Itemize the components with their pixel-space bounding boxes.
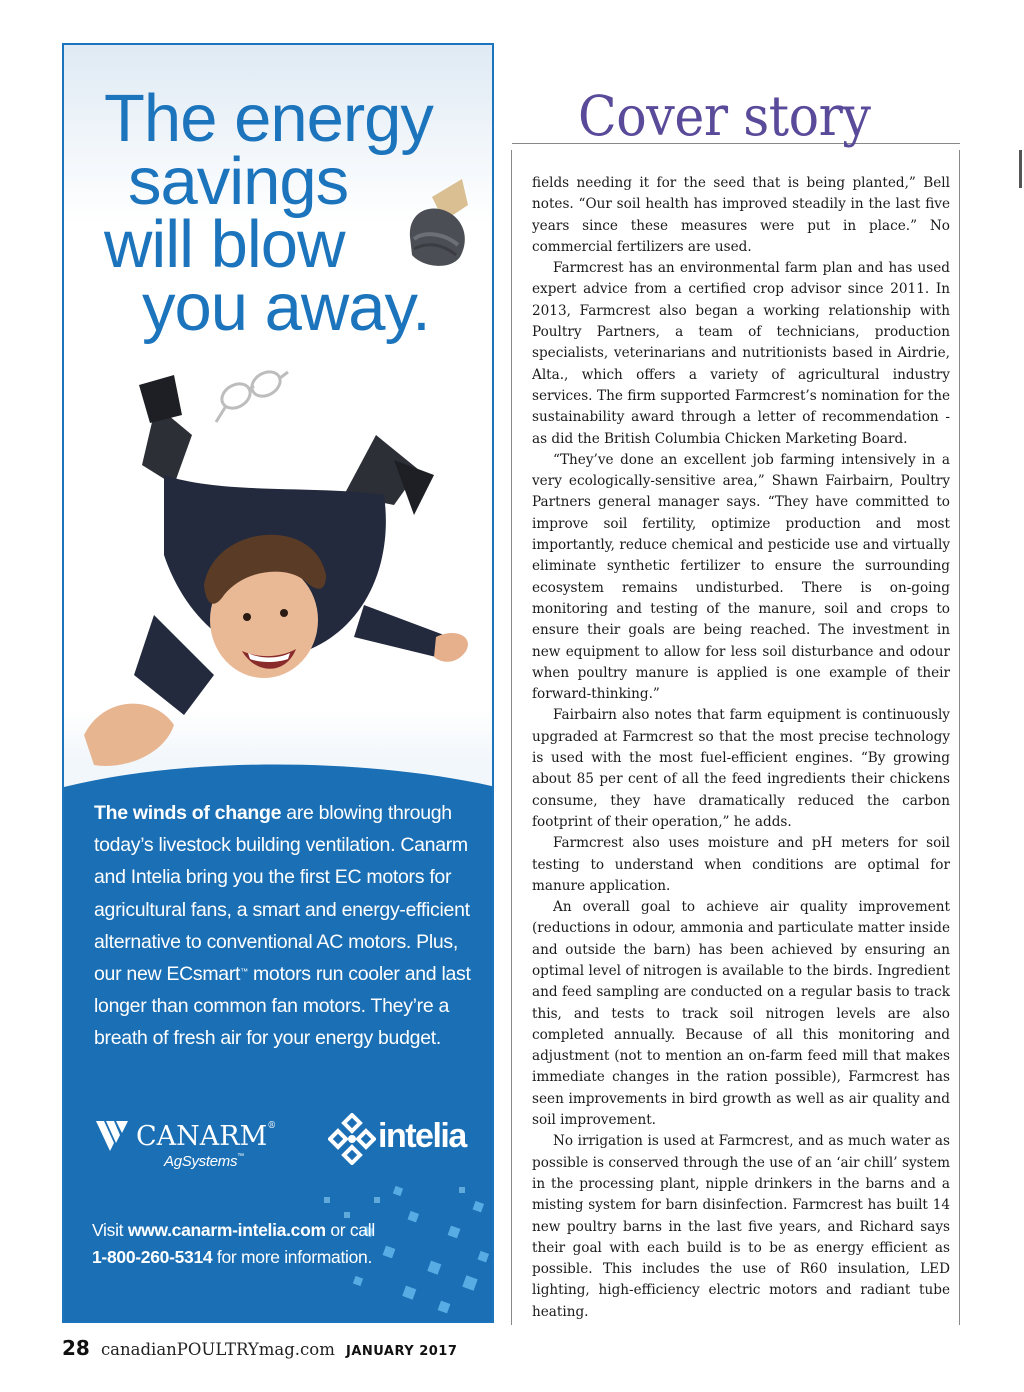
trademark-symbol: ™ [240,967,248,977]
ad-website-link[interactable]: www.canarm-intelia.com [127,1220,326,1240]
ad-phone-number[interactable]: 1-800-260-5314 [92,1247,213,1267]
section-title: Cover story [578,84,871,148]
magazine-url [101,1340,335,1359]
canarm-name-text: CANARM [136,1121,268,1152]
ad-body-text-end: motors run cooler and last longer than common fan motors. They’re a breath of fresh air for your energy budget. [94,963,471,1050]
story-paragraph: fields needing it for the seed that is being planted,” Bell notes. “Our soil health has improved steadily in the last five years since these measures were put in place.” No commercial fertilizers are used. [532,175,950,255]
canarm-logo [94,1117,294,1187]
intelia-logo-icon [328,1113,376,1165]
magazine-url-suffix: mag.com [258,1340,335,1359]
ad-body-lead: The winds of change [94,802,282,824]
magazine-url-prefix: canadian [100,1340,177,1359]
page-edge-mark [1019,150,1022,188]
intelia-logo [328,1113,478,1173]
page-footer [62,1336,457,1366]
registered-symbol: ® [267,1121,277,1131]
ad-headline-line: you away. [142,270,430,345]
issue-date: JANUARY 2017 [345,1344,458,1359]
contact-visit-text: Visit [92,1220,128,1240]
contact-or-text: or call [325,1220,375,1240]
ad-headline-line: The energy [104,81,433,156]
intelia-logo-name: intelia [378,1117,466,1155]
story-paragraph: Farmcrest has an environmental farm plan and has used expert advice from a certified crop advisor since 2011. In 2013, Farmcrest also began a working relationship with Poultry Partners, a team of technicians, production specialists, veterinarians and nutritionists based in Airdrie, Alta., which offers a variety of agricultural industry services. The firm supported Farmcrest’s nomination for the sustainability award through a letter of recommendation - as did the British Columbia Chicken Marketing Board. [532,260,950,447]
page-number: 28 [62,1336,90,1360]
ad-contact [92,1217,472,1271]
flying-person-illustration [64,375,494,779]
story-paragraph: Farmcrest also uses moisture and pH meters for soil testing to understand when conditions are optimal for manure application. [532,835,950,894]
canarm-logo-icon [94,1119,134,1153]
story-paragraph: No irrigation is used at Farmcrest, and as much water as possible is conserved through the use of an ‘air chill’ system in the processing plant, nipple drinkers in the barns and a misting system for barn disinfection. Farmcrest has built 14 new poultry barns in the last five years, and Richard says their goal with each build is to be as energy efficient as possible. This includes the use of R60 insulation, LED lighting, high-efficiency electric motors and radiant tube heating. [532,1133,950,1320]
story-column [511,150,960,1325]
ad-headline-line: savings [128,144,349,219]
ad-body-text: are blowing through today’s livestock building ventilation. Canarm and Intelia bring you the first EC motors for agricultural fans, a smart and energy-efficient alternative to conventional AC motors. Plus, our new ECsmart [94,802,470,986]
section-header [512,84,960,148]
story-paragraph: An overall goal to achieve air quality improvement (reductions in odour, ammonia and particulate matter inside and outside the barn) has been achieved by ensuring an optimal level of nitrogen is available to the birds. Ingredient and feed sampling are conducted on a regular basis to track this, and tests to track soil nitrogen levels are also completed annually. Because of all this monitoring and adjustment (not to mention an on-farm feed mill that makes immediate changes in the ration possible), Farmcrest has seen improvements in bird growth as well as air quality and soil improvement. [532,899,950,1129]
ad-headline [104,81,433,345]
story-paragraph: “They’ve done an excellent job farming intensively in a very ecologically-sensitive area,” Shawn Fairbairn, Poultry Partners general manager says. “They have committed to improve soil fertility, optimize production and most importantly, reduce chemical and pesticide use and virtually eliminate synthetic fertilizer to ensure the surrounding ecosystem remains undisturbed. There is on-going monitoring and testing of the manure, soil and crops to ensure their goals are being reached. The investment in new equipment to allow for less soil disturbance and odour when poultry manure is applied is one example of their forward-thinking.” [532,451,950,703]
canarm-logo-name [136,1121,276,1152]
magazine-url-caps: POULTRY [176,1340,259,1359]
trademark-symbol: ™ [237,1153,244,1160]
canarm-logo-subtitle [164,1153,244,1170]
ad-headline-line: will blow [104,207,345,282]
story-body [532,173,950,1323]
canarm-subtitle-text: AgSystems [164,1153,238,1170]
flying-hat-illustration [404,175,476,279]
contact-end-text: for more information. [212,1247,373,1267]
ad-body-copy [94,797,474,1055]
story-paragraph: Fairbairn also notes that farm equipment is continuously upgraded at Farmcrest so that the most precise technology is used with the most fuel-efficient engines. “By growing about 85 per cent of all the feed ingredients their chickens consume, they have dramatically reduced the carbon footprint of their operation,” he adds. [532,707,950,830]
advertisement [62,43,494,1323]
